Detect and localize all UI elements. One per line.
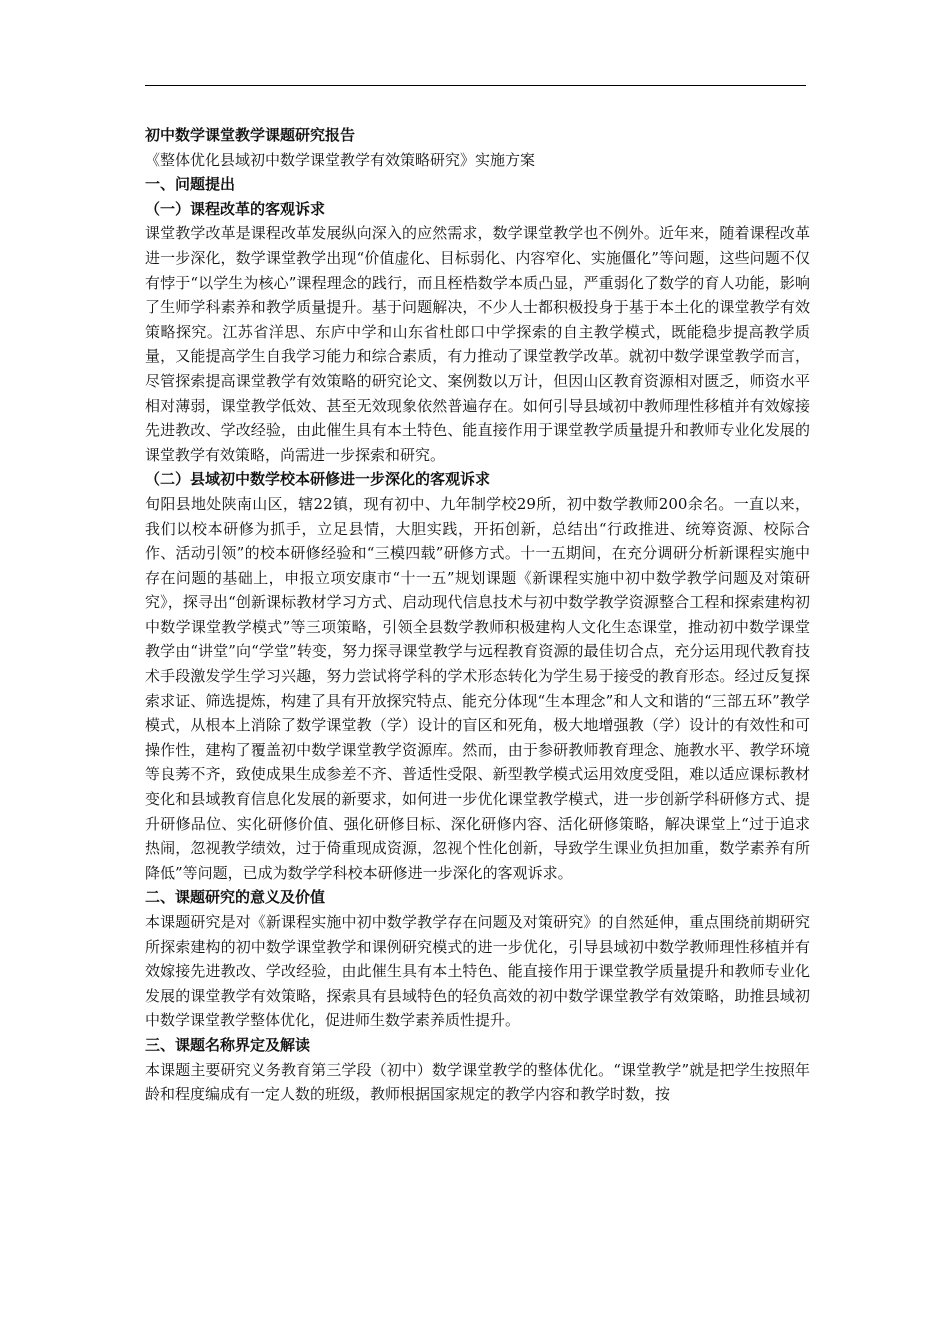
section-heading-3: 三、课题名称界定及解读 [145, 1035, 311, 1054]
section-heading-2: 二、课题研究的意义及价值 [145, 888, 326, 907]
subsection-heading-1-1: （一）课程改革的客观诉求 [145, 199, 326, 218]
paragraph-1: 课堂教学改革是课程改革发展纵向深入的应然需求，数学课堂教学也不例外。近年来，随着课程改革进一步深化，数学课堂教学出现“价值虚化、目标弱化、内容窄化、实施僵化”等问题，这些问题不仅有悖于“以学生为核心”课程理念的践行，而且桎梏数学本质凸显，严重弱化了数学的育人功能，影响了生师学科素养和教学质量提升。基于问题解决，不少人士都积极投身于基于本土化的课堂教学有效策略探究。江苏省洋思、东庐中学和山东省杜郎口中学探索的自主教学模式，既能稳步提高教学质量，又能提高学生自我学习能力和综合素质，有力推动了课堂教学改革。就初中数学课堂教学而言，尽管探索提高课堂教学有效策略的研究论文、案例数以万计，但因山区教育资源相对匮乏，师资水平相对薄弱，课堂教学低效、甚至无效现象依然普遍存在。如何引导县域初中教师理性移植并有效嫁接先进教改、学改经验，由此催生具有本土特色、能直接作用于课堂教学质量提升和教师专业化发展的课堂教学有效策略，尚需进一步探索和研究。 [145, 224, 810, 464]
paragraph-4: 本课题主要研究义务教育第三学段（初中）数学课堂教学的整体优化。“课堂教学”就是把学生按照年龄和程度编成有一定人数的班级，教师根据国家规定的教学内容和教学时数，按 [145, 1060, 810, 1104]
document-body [145, 123, 810, 1107]
paragraph-2: 旬阳县地处陕南山区，辖22镇，现有初中、九年制学校29所，初中数学教师200余名。一直以来，我们以校本研修为抓手，立足县情，大胆实践，开拓创新，总结出“行政推进、统筹资源、校际合作、活动引领”的校本研修经验和“三模四载”研修方式。十一五期间，在充分调研分析新课程实施中存在问题的基础上，申报立项安康市“十一五”规划课题《新课程实施中初中数学教学问题及对策研究》，探寻出“创新课标教材学习方式、启动现代信息技术与初中数学教学资源整合工程和探索建构初中数学课堂教学模式”等三项策略，引领全县数学教师积极建构人文化生态课堂，推动初中数学课堂教学由“讲堂”向“学堂”转变，努力探寻课堂教学与远程教育资源的最佳切合点，充分运用现代教育技术手段激发学生学习兴趣，努力尝试将学科的学术形态转化为学生易于接受的教育形态。经过反复探索求证、筛选提炼，构建了具有开放探究特点、能充分体现“生本理念”和人文和谐的“三部五环”教学模式，从根本上消除了数学课堂教（学）设计的盲区和死角，极大地增强教（学）设计的有效性和可操作性，建构了覆盖初中数学课堂教学资源库。然而，由于参研教师教育理念、施教水平、教学环境等良莠不齐，致使成果生成参差不齐、普适性受限、新型教学模式运用效度受阻，难以适应课标教材变化和县域教育信息化发展的新要求，如何进一步优化课堂教学模式，进一步创新学科研修方式、提升研修品位、实化研修价值、强化研修目标、深化研修内容、活化研修策略，解决课堂上“过于追求热闹，忽视教学绩效，过于倚重现成资源，忽视个性化创新，导致学生课业负担加重，数学素养有所降低”等问题，已成为数学学科校本研修进一步深化的客观诉求。 [145, 494, 810, 882]
document-subtitle: 《整体优化县域初中数学课堂教学有效策略研究》实施方案 [145, 150, 536, 169]
document-title: 初中数学课堂教学课题研究报告 [145, 126, 356, 144]
paragraph-3: 本课题研究是对《新课程实施中初中数学教学存在问题及对策研究》的自然延伸，重点围绕前期研究所探索建构的初中数学课堂教学和课例研究模式的进一步优化，引导县域初中数学教师理性移植并有效嫁接先进教改、学改经验，由此催生具有本土特色、能直接作用于课堂教学质量提升和教师专业化发展的课堂教学有效策略，探索具有县域特色的轻负高效的初中数学课堂教学有效策略，助推县域初中数学课堂教学整体优化，促进师生数学素养质性提升。 [145, 913, 810, 1030]
section-heading-1: 一、问题提出 [145, 175, 236, 194]
header-rule [145, 85, 806, 86]
subsection-heading-1-2: （二）县域初中数学校本研修进一步深化的客观诉求 [145, 470, 491, 489]
